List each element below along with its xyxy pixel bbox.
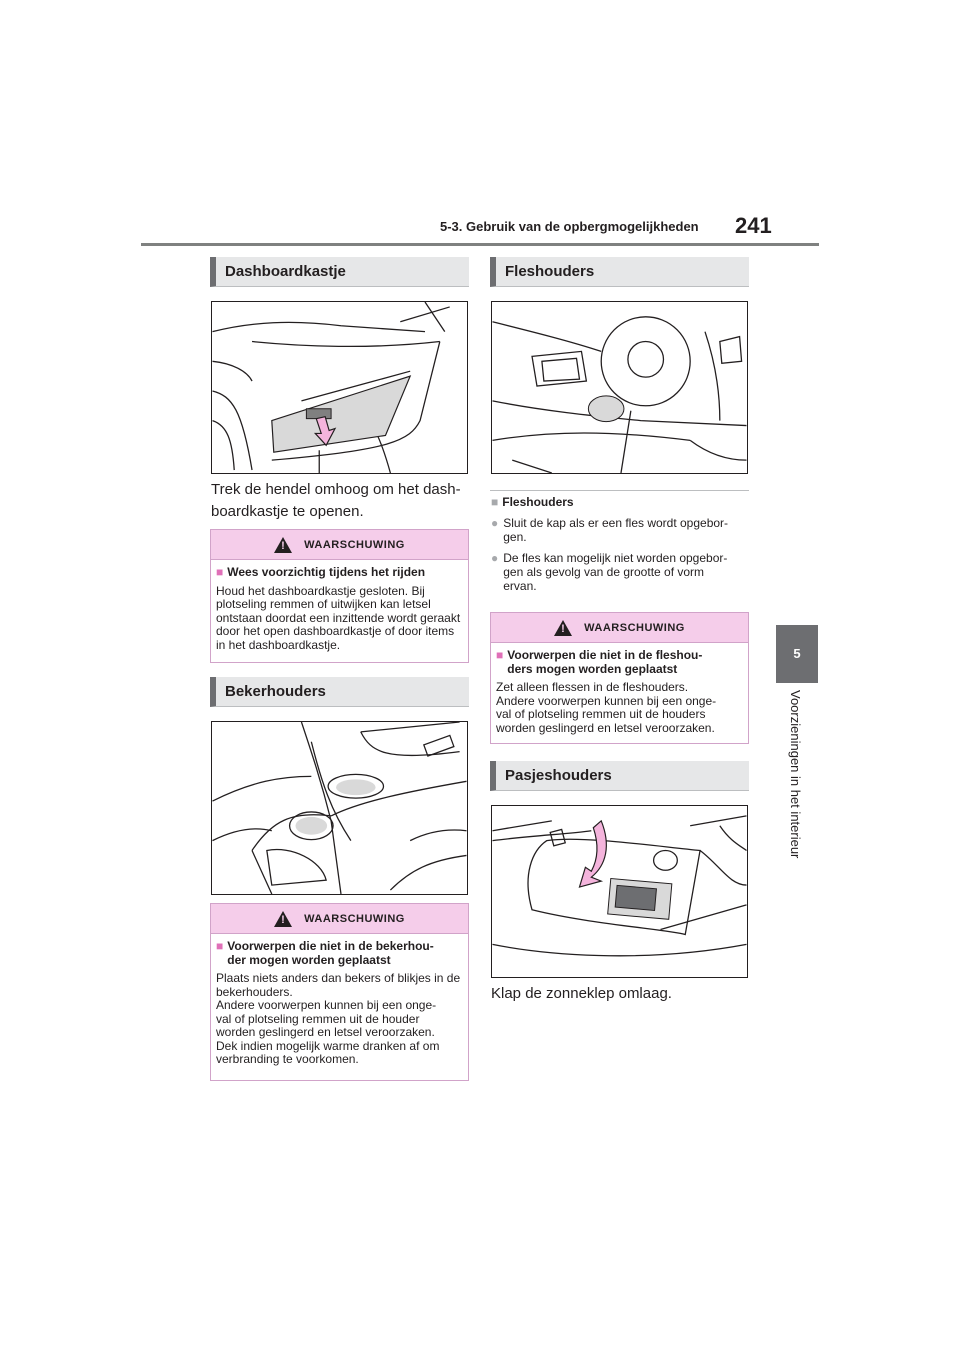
cardholder-caption: Klap de zonneklep omlaag. [491, 985, 672, 1002]
bottleholder-illustration [491, 301, 748, 474]
cardholder-drawing [492, 806, 747, 977]
section-heading-bottleholders: Fleshouders [490, 257, 749, 287]
square-bullet-icon: ■ [216, 565, 224, 579]
chapter-side-label: Voorzieningen in het interieur [788, 690, 803, 859]
warning-triangle-icon [274, 911, 292, 927]
round-bullet-icon: ● [491, 516, 499, 530]
warning-box-cupholders [210, 903, 469, 1081]
glovebox-caption: Trek de hendel omhoog om het dash- boardkastje te openen. [211, 481, 461, 520]
warning-text: Houd het dashboardkastje gesloten. Bij plotseling remmen of uitwijken kan letsel ontstaan doordat een inzittende wordt geraakt door het open dashboardkastje of door items in het dashboardkastje. [216, 583, 461, 652]
warning-header: ! WAARSCHUWING [211, 530, 468, 560]
header-rule [141, 243, 819, 246]
subheading-bottleholders: ■ Fleshouders [491, 495, 574, 509]
cardholder-illustration [491, 805, 748, 978]
square-bullet-icon: ■ [216, 939, 224, 953]
section-heading-cardholders: Pasjeshouders [490, 761, 749, 791]
bottleholder-drawing [492, 302, 747, 473]
square-bullet-icon: ■ [491, 495, 499, 509]
subsection-rule [490, 490, 749, 491]
warning-title: ■ Wees voorzichtig tijdens het rijden [216, 565, 426, 579]
list-item: ● De fles kan mogelijk niet worden opgebor- gen als gevolg van de grootte of vorm ervan. [491, 551, 728, 593]
warning-triangle-icon [274, 537, 292, 553]
warning-text: Zet alleen flessen in de fleshouders. Andere voorwerpen kunnen bij een onge- val of plotseling remmen uit de houders worden geslingerd en letsel veroorzaken. [496, 680, 717, 735]
warning-box-bottleholders [490, 612, 749, 744]
section-heading-glovebox: Dashboardkastje [210, 257, 469, 287]
cupholder-illustration [211, 721, 468, 895]
running-header: 5-3. Gebruik van de opbergmogelijkheden [440, 219, 699, 234]
page-number: 241 [735, 213, 772, 238]
list-item: ● Sluit de kap als er een fles wordt opgebor- gen. [491, 516, 729, 544]
warning-box-glovebox [210, 529, 469, 663]
glovebox-drawing [212, 302, 467, 473]
warning-header: ! WAARSCHUWING [491, 613, 748, 643]
section-heading-cupholders: Bekerhouders [210, 677, 469, 707]
square-bullet-icon: ■ [496, 648, 504, 662]
warning-text: Plaats niets anders dan bekers of blikjes in de bekerhouders. Andere voorwerpen kunnen bij een onge- val of plotseling remmen uit de houder worden geslingerd en letsel veroorzaken. Dek indien mogelijk warme dranken af om verbranding te voorkomen. [216, 971, 461, 1066]
round-bullet-icon: ● [491, 551, 499, 565]
warning-title: ■ Voorwerpen die niet in de bekerhou- der mogen worden geplaatst [216, 939, 434, 967]
cupholder-drawing [212, 722, 467, 894]
warning-header: ! WAARSCHUWING [211, 904, 468, 934]
warning-triangle-icon [554, 620, 572, 636]
chapter-tab[interactable]: 5 [776, 625, 818, 683]
glovebox-illustration [211, 301, 468, 474]
bottleholder-notes [491, 495, 753, 593]
warning-title: ■ Voorwerpen die niet in de fleshou- ders mogen worden geplaatst [496, 648, 703, 676]
